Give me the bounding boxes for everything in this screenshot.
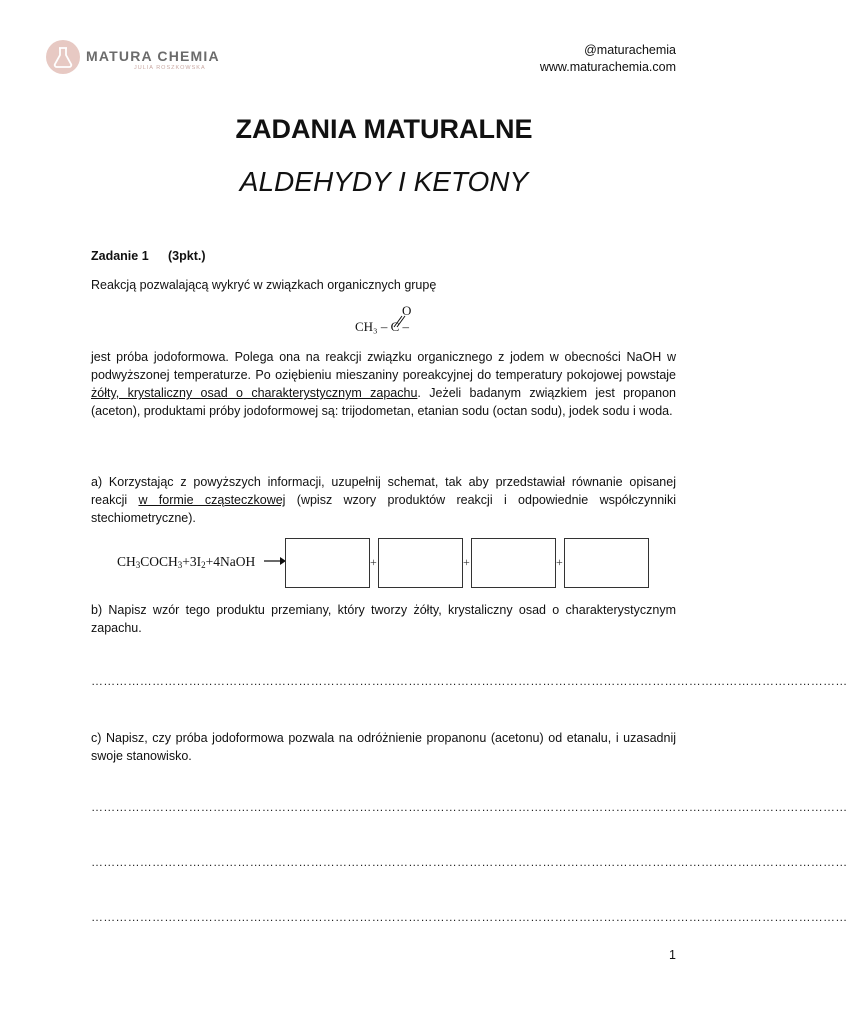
page-number: 1 (669, 948, 676, 962)
flask-icon (46, 40, 80, 74)
formula-oxygen: O (402, 303, 412, 318)
part-a-underlined: w formie cząsteczkowej (138, 493, 286, 507)
answer-box-4[interactable] (564, 538, 649, 588)
part-c-text: c) Napisz, czy próba jodoformowa pozwala na odróżnienie propanonu (acetonu) od etanalu, i uzasadnij swoje stanowisko. (91, 731, 676, 763)
answer-box-1[interactable] (285, 538, 370, 588)
answer-line-b[interactable]: …………………………………………………………………………………………………………………………………………………………………… (91, 674, 847, 688)
answer-line-c2[interactable]: …………………………………………………………………………………………………………………………………………………………………… (91, 855, 847, 869)
answer-box-3[interactable] (471, 538, 556, 588)
logo-name: MATURA CHEMIA (86, 48, 220, 64)
task-points: (3pkt.) (168, 249, 206, 263)
contact-website: www.maturachemia.com (539, 60, 676, 74)
plus-sign: + (463, 555, 470, 569)
reaction-equation: $CH_3COCH_3+3I_2+4NaOH$ (117, 554, 256, 570)
page-subtitle: ALDEHYDY I KETONY (239, 166, 529, 197)
plus-sign: + (556, 555, 563, 569)
answer-line-c1[interactable]: …………………………………………………………………………………………………………………………………………………………………… (91, 800, 847, 814)
reaction-arrow-icon (264, 556, 286, 566)
task-label: Zadanie 1 (91, 249, 149, 263)
task-intro: Reakcją pozwalającą wykryć w związkach organicznych grupę (91, 278, 437, 292)
formula-chain: CH₃ – C – (355, 319, 410, 334)
brand-logo (46, 40, 221, 78)
contact-handle: @maturachemia (584, 43, 676, 57)
logo-subtitle: JULIA ROSZKOWSKA (134, 65, 206, 71)
answer-line-c3[interactable]: …………………………………………………………………………………………………………………………………………………………………… (91, 910, 847, 924)
task-description: jest próba jodoformowa. Polega ona na reakcji związku organicznego z jodem w obecności NaOH w podwyższonej temperaturze. Po oziębieniu mieszaniny poreakcyjnej do temperatury pokojowej powstaje żółty, krystaliczny osad o charakterystycznym zapachu. Jeżeli badanym związkiem jest propanon (aceton), produktami próby jodoformowej są: trijodometan, etanian sodu (octan sodu), jodek sodu i woda. (91, 350, 676, 418)
plus-sign: + (370, 555, 377, 569)
part-b-text: b) Napisz wzór tego produktu przemiany, który tworzy żółty, krystaliczny osad o charakterystycznym zapachu. (91, 603, 676, 635)
underlined-phrase: żółty, krystaliczny osad o charakterystycznym zapachu (91, 386, 418, 400)
answer-box-2[interactable] (378, 538, 463, 588)
part-a-text: a) Korzystając z powyższych informacji, uzupełnij schemat, tak aby przedstawiał równanie opisanej reakcji w formie cząsteczkowej (wpisz wzory produktów reakcji i odpowiednie współczynniki stechiometryczne). (91, 475, 676, 525)
page-title: ZADANIA MATURALNE (235, 114, 533, 144)
